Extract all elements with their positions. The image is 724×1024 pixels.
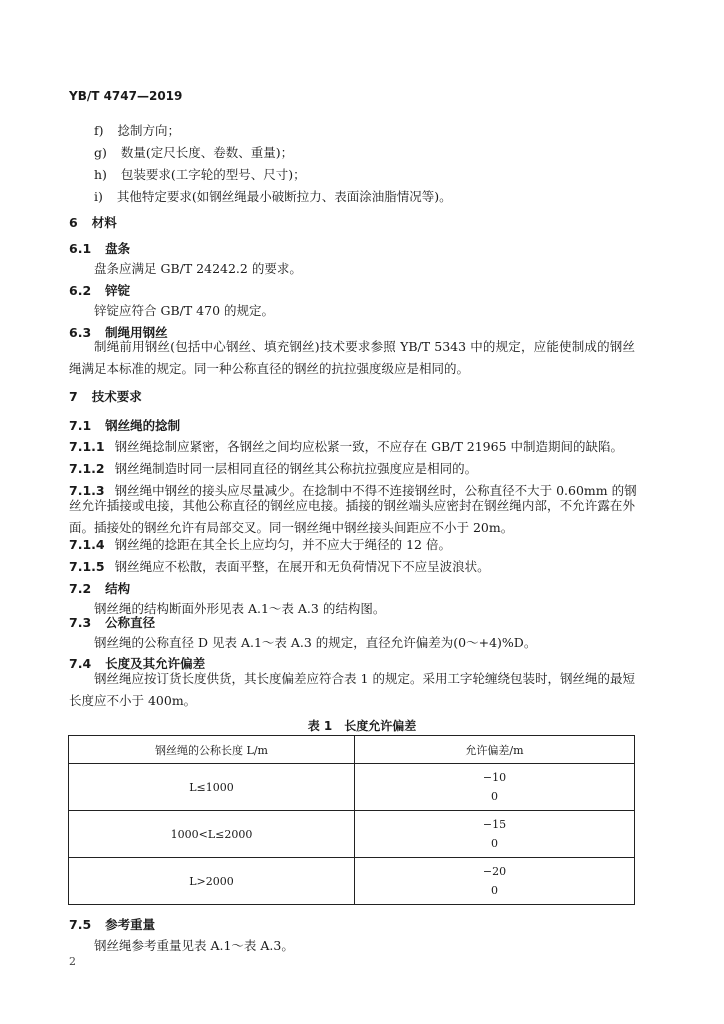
length-deviation-table bbox=[68, 735, 635, 905]
length-cell: L>2000 bbox=[69, 858, 355, 905]
section-heading-7: 7 技术要求 bbox=[69, 389, 142, 404]
page-number: 2 bbox=[69, 955, 76, 968]
section-heading-6-1: 6.1 盘条 bbox=[69, 241, 131, 256]
list-marker: f) bbox=[94, 123, 104, 138]
deviation-upper: −15 bbox=[482, 818, 507, 831]
section-heading-6: 6 材料 bbox=[69, 215, 117, 230]
clause-7-1-2: 7.1.2 钢丝绳制造时同一层相同直径的钢丝其公称抗拉强度应是相同的。 bbox=[69, 461, 478, 476]
section-heading-7-5: 7.5 参考重量 bbox=[69, 917, 156, 932]
list-item bbox=[94, 187, 452, 205]
section-body-7-2: 钢丝绳的结构断面外形见表 A.1～表 A.3 的结构图。 bbox=[94, 601, 386, 616]
table-header-row bbox=[69, 736, 635, 764]
list-item bbox=[94, 121, 180, 139]
deviation-cell bbox=[355, 764, 635, 811]
section-body-7-4: 钢丝绳应按订货长度供货，其长度偏差应符合表 1 的规定。采用工字轮缠绕包装时，钢丝绳的最短长度应不小于 400m。 bbox=[69, 671, 635, 708]
deviation-lower: 0 bbox=[491, 837, 498, 850]
deviation-lower: 0 bbox=[491, 884, 498, 897]
section-heading-7-1: 7.1 钢丝绳的捻制 bbox=[69, 418, 181, 433]
document-code-header: YB/T 4747—2019 bbox=[69, 89, 183, 103]
section-heading-6-3: 6.3 制绳用钢丝 bbox=[69, 325, 168, 340]
clause-7-1-3: 7.1.3 钢丝绳中钢丝的接头应尽量减少。在捻制中不得不连接钢丝时，公称直径不大于 0.60mm 的钢 bbox=[69, 483, 637, 498]
deviation-cell bbox=[355, 858, 635, 905]
section-heading-7-2: 7.2 结构 bbox=[69, 581, 131, 596]
clause-7-1-3-continued: 丝允许插接或电接，其他公称直径的钢丝应电接。插接的钢丝端头应密封在钢丝绳内部，不允许露在外面。插接处的钢丝允许有局部交叉。同一钢丝绳中钢丝接头间距应不小于 20m。 bbox=[69, 498, 635, 535]
list-text: 包装要求(工字轮的型号、尺寸)； bbox=[120, 167, 306, 182]
section-body-6-1: 盘条应满足 GB/T 24242.2 的要求。 bbox=[94, 261, 302, 276]
list-text: 其他特定要求(如钢丝绳最小破断拉力、表面涂油脂情况等)。 bbox=[116, 189, 452, 204]
section-heading-7-3: 7.3 公称直径 bbox=[69, 615, 156, 630]
list-marker: h) bbox=[94, 167, 107, 182]
deviation-upper: −10 bbox=[482, 771, 507, 784]
deviation-cell bbox=[355, 811, 635, 858]
table-row bbox=[69, 858, 635, 905]
table-header-cell: 允许偏差/m bbox=[355, 736, 635, 764]
deviation-lower: 0 bbox=[491, 790, 498, 803]
list-marker: i) bbox=[94, 189, 103, 204]
section-body-7-5: 钢丝绳参考重量见表 A.1～表 A.3。 bbox=[94, 938, 294, 953]
section-heading-6-2: 6.2 锌锭 bbox=[69, 283, 131, 298]
list-text: 数量(定尺长度、卷数、重量)； bbox=[120, 145, 294, 160]
clause-7-1-1: 7.1.1 钢丝绳捻制应紧密，各钢丝之间均应松紧一致，不应存在 GB/T 21965 中制造期间的缺陷。 bbox=[69, 439, 623, 454]
deviation-upper: −20 bbox=[482, 865, 507, 878]
length-cell: 1000<L≤2000 bbox=[69, 811, 355, 858]
table-header-cell: 钢丝绳的公称长度 L/m bbox=[69, 736, 355, 764]
list-item bbox=[94, 165, 306, 183]
section-body-6-2: 锌锭应符合 GB/T 470 的规定。 bbox=[94, 303, 274, 318]
table-caption: 表 1 长度允许偏差 bbox=[307, 719, 417, 733]
list-item bbox=[94, 143, 293, 161]
table-row bbox=[69, 764, 635, 811]
section-body-6-3: 制绳前用钢丝(包括中心钢丝、填充钢丝)技术要求参照 YB/T 5343 中的规定，应能使制成的钢丝绳满足本标准的规定。同一种公称直径的钢丝的抗拉强度级应是相同的。 bbox=[69, 339, 635, 376]
section-heading-7-4: 7.4 长度及其允许偏差 bbox=[69, 656, 206, 671]
list-text: 捻制方向； bbox=[117, 123, 181, 138]
list-marker: g) bbox=[94, 145, 107, 160]
table-row bbox=[69, 811, 635, 858]
clause-7-1-5: 7.1.5 钢丝绳应不松散，表面平整，在展开和无负荷情况下不应呈波浪状。 bbox=[69, 559, 490, 574]
clause-7-1-4: 7.1.4 钢丝绳的捻距在其全长上应均匀，并不应大于绳径的 12 倍。 bbox=[69, 537, 451, 552]
length-cell: L≤1000 bbox=[69, 764, 355, 811]
section-body-7-3: 钢丝绳的公称直径 D 见表 A.1～表 A.3 的规定，直径允许偏差为(0～+4)%D。 bbox=[94, 635, 537, 650]
